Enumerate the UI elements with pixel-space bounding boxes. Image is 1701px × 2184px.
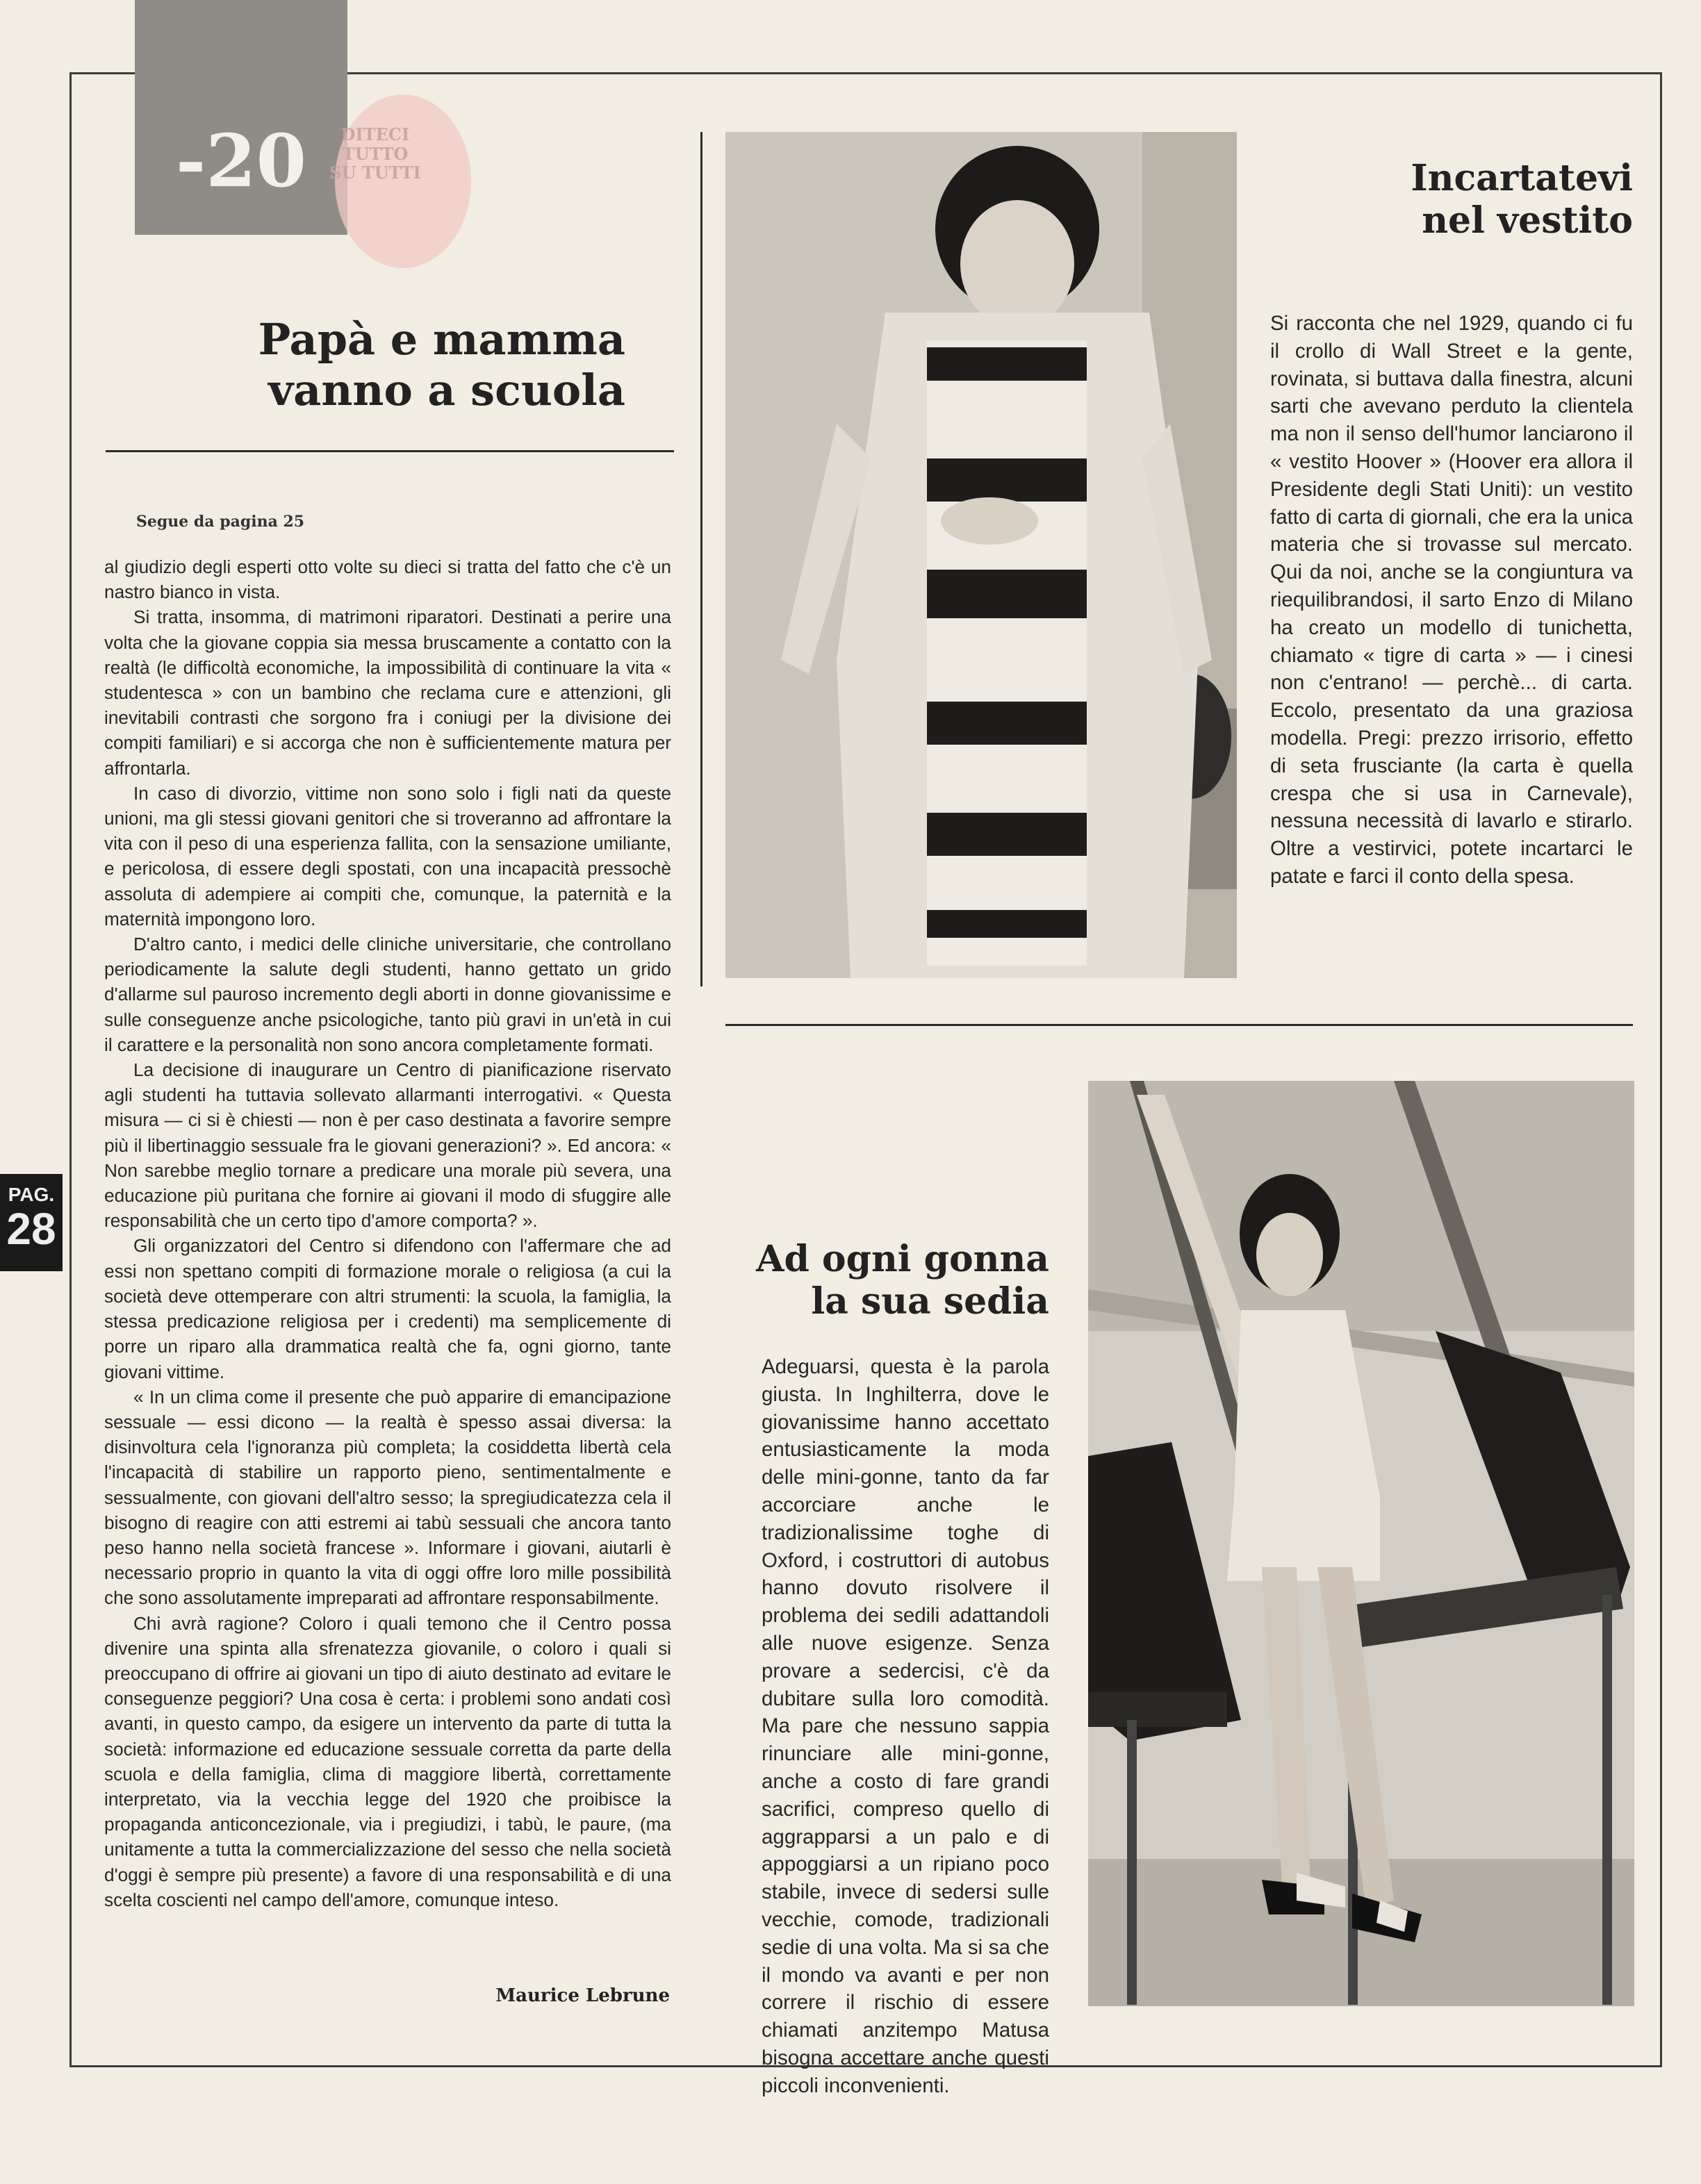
- section-divider: [725, 1024, 1633, 1026]
- photo-striped-dress-image: [725, 132, 1237, 978]
- paragraph: La decisione di inaugurare un Centro di pianificazione riservato agli studenti ha tuttavia sollevato allarmanti interrogativi. « Questa misura — ci si è chiesti — non è per caso destinata a favorire sempre più il libertinaggio sessuale fra le giovani generazioni? ». Ed ancora: « Non sarebbe meglio tornare a predicare una morale più severa, una educazione più puritana che fornire ai giovani il modo di sfuggire alle responsabilità che un certo tipo d'amore comporta? ».: [104, 1059, 671, 1232]
- paragraph: Si tratta, insomma, di matrimoni riparatori. Destinati a perire una volta che la giovane coppia sia messa bruscamente a contatto con la realtà (le difficoltà economiche, la impossibilità di continuare la vita « studentesca » con un bambino che reclama cure e attenzioni, gli inevitabili contrasti che sorgono fra i coniugi per la divisione dei compiti familiari) e si accorga che non è sufficientemente matura per affrontarla.: [104, 606, 671, 779]
- photo-bus-seats: [1088, 1081, 1634, 2006]
- main-title-line-2: vanno a scuola: [268, 365, 625, 416]
- paper-dress-title: [1376, 157, 1633, 242]
- skirt-chair-title-line-1: Ad ogni gonna: [756, 1238, 1049, 1280]
- column-divider: [700, 132, 702, 986]
- main-title-line-1: Papà e mamma: [258, 314, 625, 365]
- paragraph: al giudizio degli esperti otto volte su dieci si tratta del fatto che c'è un nastro bianco in vista.: [104, 556, 671, 603]
- paragraph: In caso di divorzio, vittime non sono solo i figli nati da queste unioni, ma gli stessi giovani genitori che si troveranno ad affrontare la vita con il peso di una esperienza fallita, con la sensazione umiliante, e pericolosa, di essere degli spostati, con una incapacità pressochè assoluta di adempiere ai compiti che, comunque, la paternità e la maternità impongono loro.: [104, 782, 671, 929]
- stamp-seal-text: DITECI TUTTO SU TUTTI: [329, 124, 421, 183]
- continued-from-note: Segue da pagina 25: [136, 513, 305, 531]
- main-article-body: [104, 554, 671, 1912]
- main-title-rule: [106, 450, 674, 452]
- main-article-title: [208, 314, 625, 415]
- paragraph: Gli organizzatori del Centro si difendono con l'affermare che ad essi non spettano compiti di formazione morale o religiosa (a cui la società deve ottemperare con altri strumenti: la scuola, la famiglia, la stessa predicazione religiosa per i credenti) ma semplicemente di porre un riparo alla drammatica realtà che fa, ogni giorno, tante giovani vittime.: [104, 1235, 671, 1382]
- paper-dress-body: Si racconta che nel 1929, quando ci fu il crollo di Wall Street e la gente, rovinata, si buttava dalla finestra, alcuni sarti che avevano perduto la clientela ma non il senso dell'humor lanciarono il « vestito Hoover » (Hoover era allora il Presidente degli Stati Uniti): un vestito fatto di carta di giornali, che era la unica materia che si trovasse sul mercato. Qui da noi, anche se la congiuntura va riequilibrandosi, il sarto Enzo di Milano ha creato un modello di tunichetta, chiamato « tigre di carta » — i cinesi non c'entrano! — perchè... di carta. Eccolo, presentato da una graziosa modella. Pregi: prezzo irrisorio, effetto di seta frusciante (la carta è quella crespa che si usa in Carnevale), nessuna necessità di lavarlo e stirarlo. Oltre a vestirvici, potete incartarci le patate e farci il conto della spesa.: [1270, 312, 1633, 888]
- page-number: 28: [6, 1204, 56, 1254]
- paragraph: D'altro canto, i medici delle cliniche universitarie, che controllano periodicamente la salute degli studenti, hanno gettato un grido d'allarme sul pauroso incremento degli aborti in donne giovanissime e sulle conseguenze anche psicologiche, tanto più gravi in un'età in cui il carattere e la personalità non sono ancora completamente formati.: [104, 934, 671, 1055]
- paragraph: Chi avrà ragione? Coloro i quali temono che il Centro possa divenire una spinta alla sfrenatezza giovanile, o coloro i quali si preoccupano di offrire ai giovani un tipo di aiuto destinato ad evitare le conseguenze peggiori? Una cosa è certa: i problemi sono andati così avanti, in questo campo, da esigere un intervento da parte di tutta la società: informazione ed educazione sessuale corretta da parte della scuola e della famiglia, clima di maggiore libertà, correttamente interpretato, via la vecchia legge del 1920 che proibisce la propaganda anticoncezionale, via i pregiudizi, i tabù, le paure, (ma unitamente a tutta la commercializzazione del sesso che nella società d'oggi è sempre più presente) a favore di una responsabilità e di una scelta coscienti nel campo dell'amore, comunque inteso.: [104, 1612, 671, 1910]
- author-signature: Maurice Lebrune: [495, 1985, 670, 2006]
- photo-bus-seats-image: [1088, 1081, 1634, 2006]
- paper-dress-title-line-2: nel vestito: [1422, 199, 1633, 242]
- page-label: PAG.: [8, 1184, 55, 1205]
- paragraph: « In un clima come il presente che può apparire di emancipazione sessuale — essi dicono — la realtà è spesso assai diversa: la disinvoltura cela l'ignoranza più completa; la cosiddetta libertà cela l'incapacità di stabilire un rapporto pieno, sentimentalmente e sessualmente, con giovani dell'altro sesso; la spregiudicatezza cela il bisogno di reagire con atti estremi ai tabù sessuali che ancora tanto peso hanno nella società francese ». Informare i giovani, aiutarli è necessario proprio in quanto la vita di oggi offre loro mille possibilità che sono assolutamente impreparati ad affrontare responsabilmente.: [104, 1386, 671, 1609]
- skirt-chair-title: [737, 1238, 1049, 1323]
- photo-striped-dress: [725, 132, 1237, 978]
- skirt-chair-body: Adeguarsi, questa è la parola giusta. In Inghilterra, dove le giovanissime hanno accettato entusiasticamente la moda delle mini-gonne, tanto da far accorciare anche le tradizionalissime toghe di Oxford, i costruttori di autobus hanno dovuto risolvere il problema dei sedili adattandoli alle nuove esigenze. Senza provare a sedercisi, c'è da dubitare sulla loro comodità. Ma pare che nessuno sappia rinunciare alle mini-gonne, anche a costo di fare grandi sacrifici, compreso quello di aggrapparsi a un palo e di appoggiarsi a un ripiano poco stabile, invece di sedersi sulle vecchie, comode, tradizionali sedie di una volta. Ma si sa che il mondo va avanti e per non correre il rischio di essere chiamati anzitempo Matusa bisogna accettare anche questi piccoli inconvenienti.: [762, 1355, 1049, 2097]
- section-number: -20: [176, 118, 306, 204]
- paper-dress-title-line-1: Incartatevi: [1411, 157, 1633, 199]
- page-number-badge: [0, 1174, 63, 1271]
- section-tab: [135, 0, 347, 235]
- skirt-chair-title-line-2: la sua sedia: [811, 1280, 1049, 1323]
